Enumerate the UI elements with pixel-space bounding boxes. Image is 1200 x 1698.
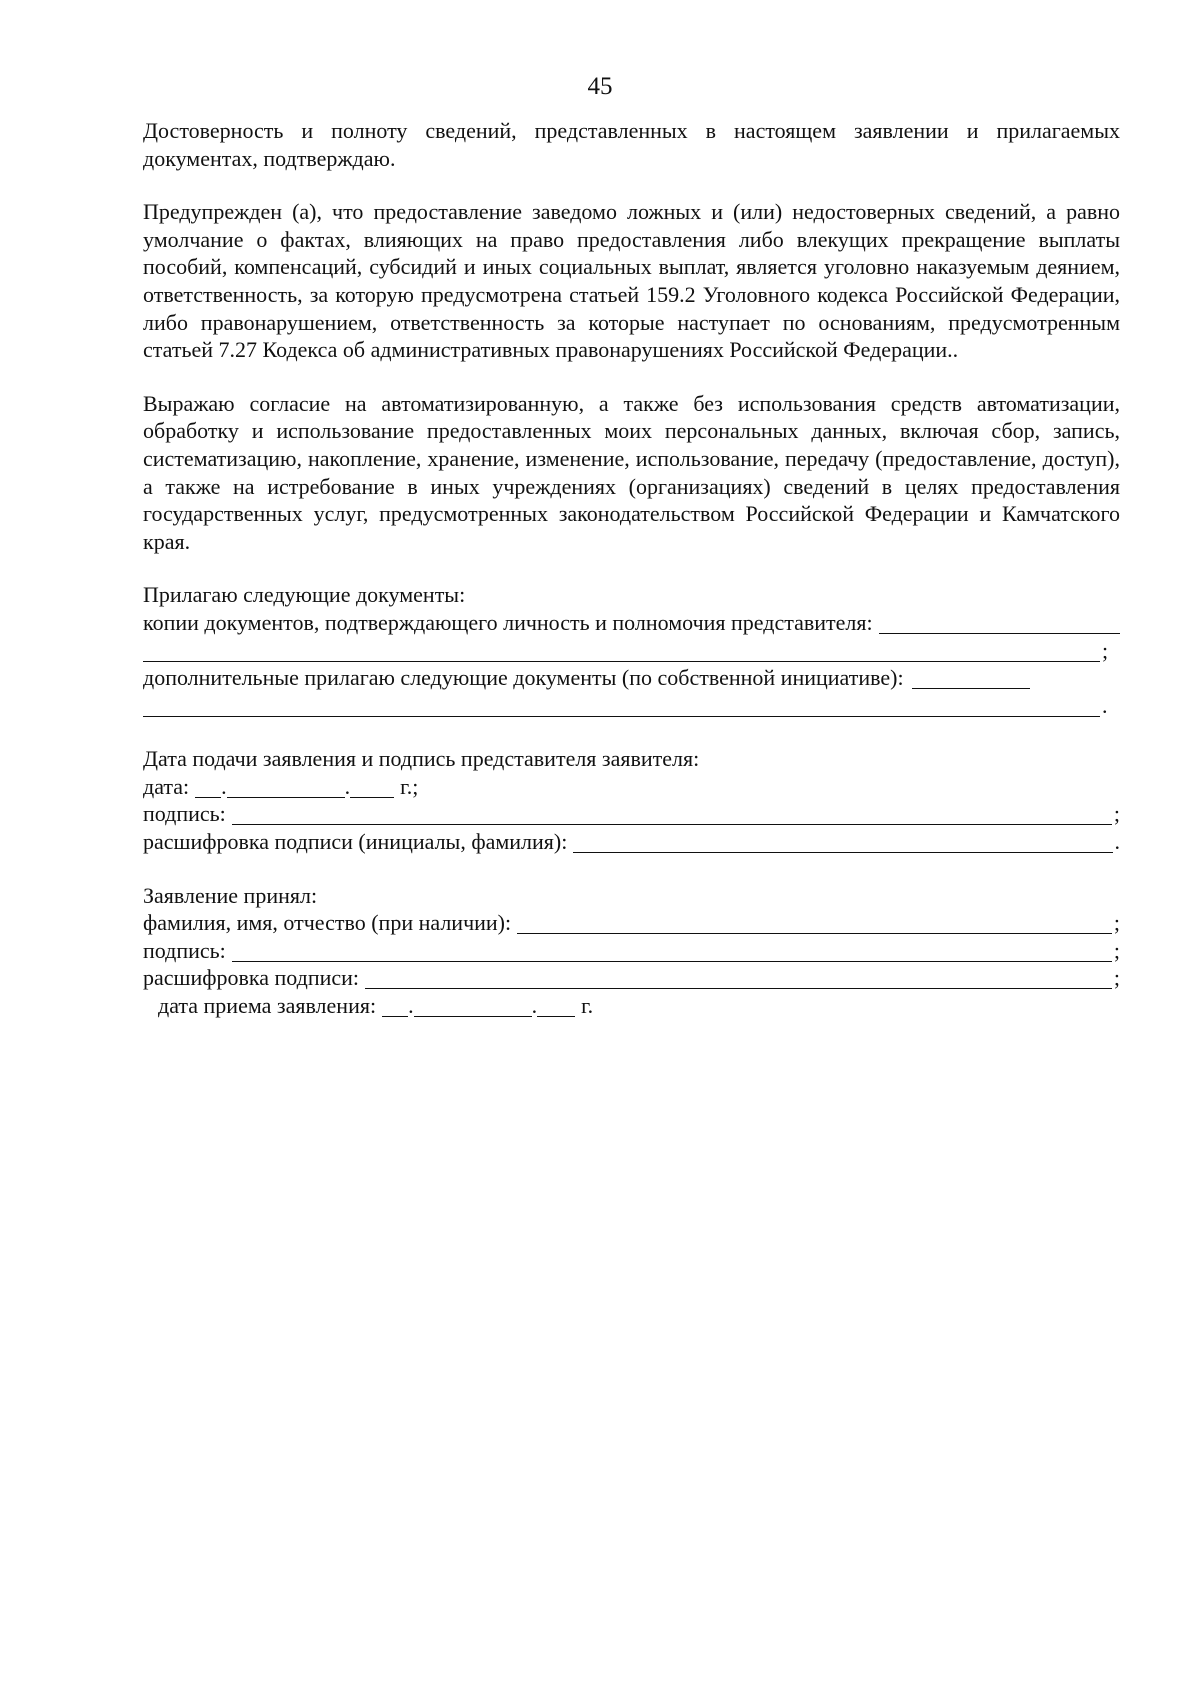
accepted-decode-line: расшифровка подписи: ; [143, 965, 1120, 991]
accepted-signature-label: подпись: [143, 937, 226, 963]
submission-day-field[interactable] [195, 777, 221, 798]
submission-section [143, 745, 1120, 855]
accepted-decode-label: расшифровка подписи: [143, 965, 360, 991]
accepted-date-label: дата приема заявления: [158, 993, 377, 1019]
accepted-fio-label: фамилия, имя, отчество (при наличии): [143, 910, 512, 936]
accepted-year-field[interactable] [537, 996, 575, 1017]
additional-docs-label: дополнительные прилагаю следующие документы (по собственной инициативе): [143, 665, 904, 691]
additional-docs-continuation-line: . [143, 692, 1120, 720]
accepted-day-field[interactable] [382, 996, 408, 1017]
additional-docs-line [143, 664, 1120, 692]
submission-signature-label: подпись: [143, 801, 226, 827]
submission-decode-label: расшифровка подписи (инициалы, фамилия): [143, 829, 568, 855]
copies-field-continuation[interactable] [143, 641, 1100, 662]
submission-decode-field[interactable] [573, 832, 1112, 853]
confirmation-paragraph: Достоверность и полноту сведений, представленных в настоящем заявлении и прилагаемых документах, подтверждаю. [143, 118, 1120, 171]
submission-signature-line: подпись: ; [143, 801, 1120, 827]
additional-docs-field-continuation[interactable] [143, 696, 1100, 717]
submission-heading: Дата подачи заявления и подпись представителя заявителя: [143, 746, 700, 772]
additional-docs-field[interactable] [912, 668, 1030, 689]
consent-paragraph: Выражаю согласие на автоматизированную, а также без использования средств автоматизации, обработку и использование предоставленных моих персональных данных, включая сбор, запись, систематизацию, накопление, хранение, изменение, использование, передачу (предоставление, доступ), а также на истребование в иных учреждениях (организациях) сведений в целях предоставления государственных услуг, предусмотренных законодательством Российской Федерации и Камчатского края. [143, 390, 1120, 554]
copies-continuation-line: ; [143, 637, 1120, 665]
submission-date-line: дата: . . г.; [143, 773, 419, 799]
page-number: 45 [587, 73, 613, 100]
accepted-date-line: дата приема заявления: . . г. [158, 993, 594, 1019]
submission-month-field[interactable] [227, 777, 345, 798]
accepted-signature-field[interactable] [232, 941, 1112, 962]
accepted-heading: Заявление принял: [143, 882, 318, 908]
accepted-fio-line: фамилия, имя, отчество (при наличии): ; [143, 910, 1120, 936]
copies-label: копии документов, подтверждающего личность и полномочия представителя: [143, 609, 873, 635]
submission-signature-field[interactable] [232, 804, 1112, 825]
copies-field[interactable] [879, 613, 1120, 634]
accepted-section [143, 882, 1120, 1020]
submission-date-label: дата: [143, 773, 190, 799]
accepted-fio-field[interactable] [517, 913, 1112, 934]
attachments-section [143, 581, 1120, 719]
accepted-signature-line: подпись: ; [143, 937, 1120, 963]
copies-line [143, 609, 1120, 637]
attachments-heading: Прилагаю следующие документы: [143, 582, 466, 608]
submission-year-field[interactable] [350, 777, 394, 798]
accepted-month-field[interactable] [414, 996, 532, 1017]
accepted-decode-field[interactable] [365, 968, 1112, 989]
warning-paragraph: Предупрежден (а), что предоставление заведомо ложных и (или) недостоверных сведений, а равно умолчание о фактах, влияющих на право предоставления либо влекущих прекращение выплаты пособий, компенсаций, субсидий и иных социальных выплат, является уголовно наказуемым деянием, ответственность, за которую предусмотрена статьей 159.2 Уголовного кодекса Российской Федерации, либо правонарушением, ответственность за которые наступает по основаниям, предусмотренным статьей 7.27 Кодекса об административных правонарушениях Российской Федерации.. [143, 199, 1120, 363]
document-body [143, 117, 1120, 1020]
submission-decode-line: расшифровка подписи (инициалы, фамилия): . [143, 829, 1120, 855]
